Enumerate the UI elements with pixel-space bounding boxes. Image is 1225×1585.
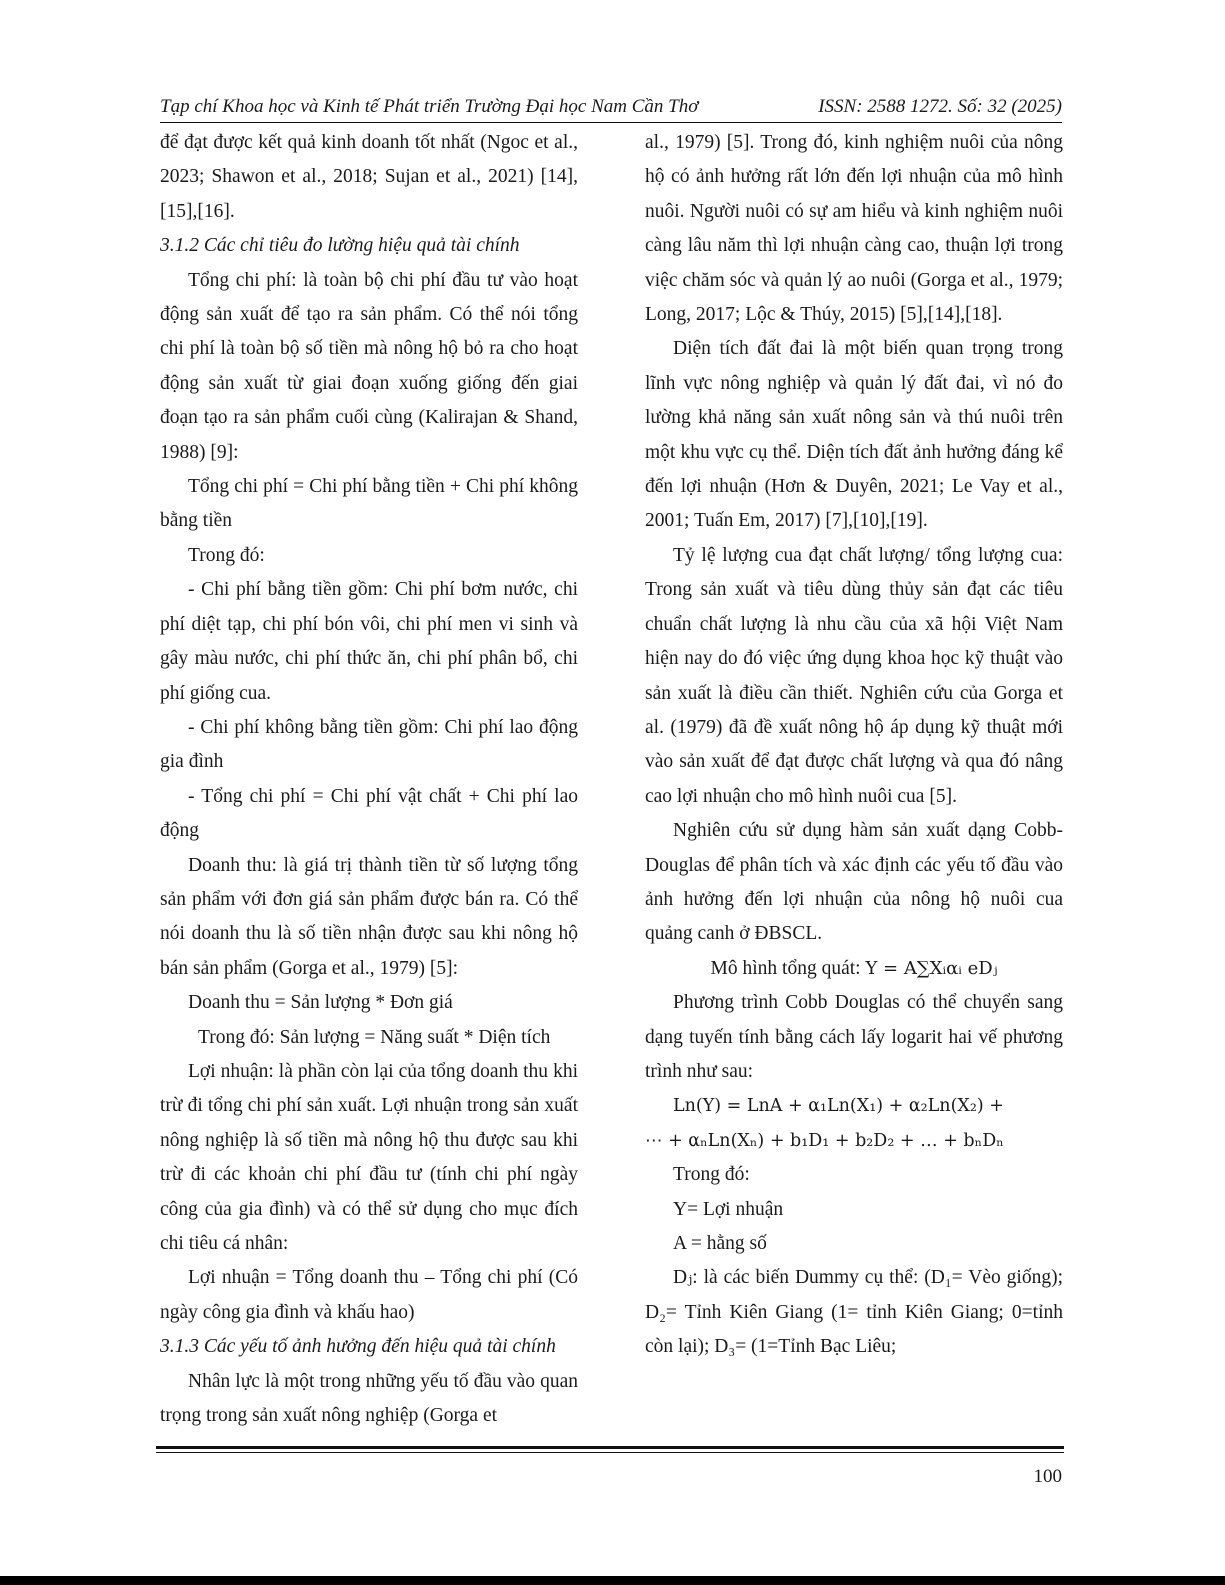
paragraph: Nhân lực là một trong những yếu tố đầu vào quan trọng trong sản xuất nông nghiệp (Gorga et [160, 1370, 578, 1427]
list-item: - Tổng chi phí = Chi phí vật chất + Chi phí lao động [160, 785, 578, 842]
footer-rule-thin [156, 1452, 1064, 1453]
general-model-label: Mô hình tổng quát: [710, 957, 866, 979]
paragraph-land-area: Diện tích đất đai là một biến quan trọng trong lĩnh vực nông nghiệp và quản lý đất đai, vì nó đo lường khả năng sản xuất nông sản và thú nuôi trên một khu vực cụ thể. Diện tích đất ảnh hưởng đáng kể đến lợi nhuận (Hơn & Duyên, 2021; Le Vay et al., 2001; Tuấn Em, 2017) [7],[10],[19]. [645, 338, 1063, 532]
general-model [645, 952, 1063, 986]
equation-line-2: ⋯ + αₙLn(Xₙ) + b₁D₁ + b₂D₂ + … + bₙDₙ [645, 1130, 1004, 1151]
variable-definition: Y= Lợi nhuận [673, 1198, 784, 1220]
issn-issue: ISSN: 2588 1272. Số: 32 (2025) [818, 96, 1062, 117]
page-number: 100 [1033, 1466, 1062, 1487]
paragraph-revenue: Doanh thu: là giá trị thành tiền từ số lượng tổng sản phẩm với đơn giá sản phẩm được bán ra. Có thể nói doanh thu là số tiền nhận được sau khi nông hộ bán sản phẩm (Gorga et al., 1979) [5]: [160, 854, 578, 979]
list-item: - Chi phí không bằng tiền gồm: Chi phí lao động gia đình [160, 716, 578, 773]
formula-profit: Lợi nhuận = Tổng doanh thu – Tổng chi phí (Có ngày công gia đình và khấu hao) [160, 1267, 578, 1323]
journal-title: Tạp chí Khoa học và Kinh tế Phát triển Trường Đại học Nam Cần Thơ [160, 96, 699, 117]
paragraph-profit: Lợi nhuận: là phần còn lại của tổng doanh thu khi trừ đi tổng chi phí sản xuất. Lợi nhuận trong sản xuất nông nghiệp là số tiền mà nông hộ thu được sau khi trừ đi các khoản chi phí đầu tư (tính chi phí ngày công của gia đình) và có thể sử dụng cho mục đích chi tiêu cá nhân: [160, 1060, 578, 1254]
paragraph: al., 1979) [5]. Trong đó, kinh nghiệm nuôi của nông hộ có ảnh hưởng rất lớn đến lợi nhuận của mô hình nuôi. Người nuôi có sự am hiểu và kinh nghiệm nuôi càng lâu năm thì lợi nhuận càng cao, thuận lợi trong việc chăm sóc và quản lý ao nuôi (Gorga et al., 1979; Long, 2017; Lộc & Thúy, 2015) [5],[14],[18]. [645, 132, 1063, 326]
paragraph: để đạt được kết quả kinh doanh tốt nhất (Ngoc et al., 2023; Shawon et al., 2018; Sujan et al., 2021) [14],[15],[16]. [160, 132, 578, 222]
paragraph-cobb-douglas: Nghiên cứu sử dụng hàm sản xuất dạng Cobb-Douglas để phân tích và xác định các yếu tố đầu vào ảnh hưởng đến lợi nhuận của nông hộ nuôi cua quảng canh ở ĐBSCL. [645, 820, 1063, 945]
paragraph-quality-ratio: Tỷ lệ lượng cua đạt chất lượng/ tổng lượng cua: Trong sản xuất và tiêu dùng thủy sản đạt các tiêu chuẩn chất lượng là nhu cầu của xã hội Việt Nam hiện nay do đó việc ứng dụng khoa học kỹ thuật vào sản xuất là điều cần thiết. Nghiên cứu của Gorga et al. (1979) đã đề xuất nông hộ áp dụng kỹ thuật mới vào sản xuất để đạt được chất lượng và qua đó nâng cao lợi nhuận cho mô hình nuôi cua [5]. [645, 544, 1063, 807]
equation-line-1: Ln(Y) = LnA + α₁Ln(X₁) + α₂Ln(X₂) + [673, 1096, 1004, 1117]
footer-rule [156, 1446, 1064, 1449]
paragraph: Trong đó: [673, 1164, 750, 1186]
paragraph-total-cost: Tổng chi phí: là toàn bộ chi phí đầu tư vào hoạt động sản xuất để tạo ra sản phẩm. Có thể nói tổng chi phí là toàn bộ số tiền mà nông hộ bỏ ra cho hoạt động sản xuất từ giai đoạn xuống giống đến giai đoạn tạo ra sản phẩm cuối cùng (Kalirajan & Shand, 1988) [9]: [160, 269, 578, 463]
list-item: - Chi phí bằng tiền gồm: Chi phí bơm nước, chi phí diệt tạp, chi phí bón vôi, chi phí men vi sinh và gây màu nước, chi phí thức ăn, chi phí phân bổ, chi phí giống cua. [160, 579, 578, 704]
right-column [645, 126, 1063, 1365]
section-heading-3-1-2: 3.1.2 Các chỉ tiêu đo lường hiệu quả tài chính [160, 235, 520, 257]
section-heading-3-1-3: 3.1.3 Các yếu tố ảnh hưởng đến hiệu quả tài chính [160, 1336, 556, 1358]
variable-definition: Dⱼ: là các biến Dummy cụ thể: (D₁= Vèo giống); D₂= Tỉnh Kiên Giang (1= tỉnh Kiên Giang; 0=tỉnh còn lại); D₃= (1=Tỉnh Bạc Liêu; [645, 1267, 1063, 1358]
paragraph: Phương trình Cobb Douglas có thể chuyển sang dạng tuyến tính bằng cách lấy logarit hai vế phương trình như sau: [645, 992, 1063, 1082]
running-header [160, 92, 1062, 123]
scan-edge [0, 1576, 1225, 1585]
general-model-formula: Y = A∑Xᵢαᵢ eDⱼ [865, 957, 998, 979]
formula-revenue: Doanh thu = Sản lượng * Đơn giá [188, 992, 453, 1014]
left-column [160, 126, 578, 1433]
formula-total-cost: Tổng chi phí = Chi phí bằng tiền + Chi phí không bằng tiền [160, 476, 578, 532]
formula-output: Trong đó: Sản lượng = Năng suất * Diện tích [198, 1026, 551, 1048]
paragraph: Trong đó: [188, 544, 265, 566]
variable-definition: A = hằng số [673, 1233, 767, 1254]
